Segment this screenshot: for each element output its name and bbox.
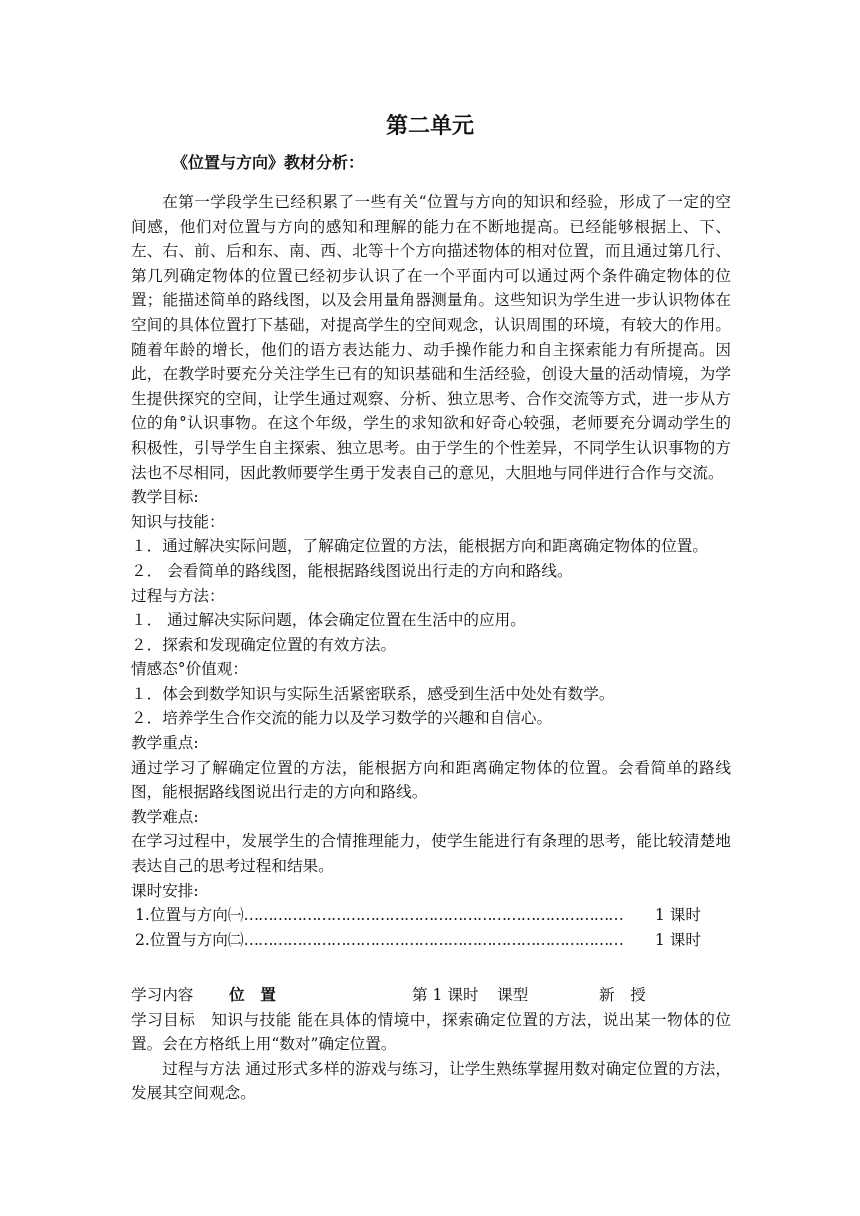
schedule-item-leader: …………………………………………………………………… xyxy=(243,930,623,949)
type-value: 新 授 xyxy=(599,986,646,1004)
period-label: 第 1 课时 xyxy=(412,986,479,1004)
attitude-item: １．体会到数学知识与实际生活紧密联系，感受到生活中处处有数学。 xyxy=(131,684,615,703)
knowledge-item: １．通过解决实际问题，了解确定位置的方法，能根据方向和距离确定物体的位置。 xyxy=(131,537,708,556)
attitude-item: ２．培养学生合作交流的能力以及学习数学的兴趣和自信心。 xyxy=(131,709,553,728)
objective-text: 知识与技能 能在具体的情境中，探索确定位置的方法，说出某一物体的位置。会在方格纸上用“数对”确定位置。 xyxy=(131,1010,731,1054)
objective-paragraph xyxy=(131,1008,731,1057)
goals-heading: 教学目标: xyxy=(131,488,199,507)
difficulties-text: 在学习过程中，发展学生的合情推理能力，使学生能进行有条理的思考，能比较清楚地表达自己的思考过程和结果。 xyxy=(131,832,731,876)
unit-title: 第二单元 xyxy=(385,114,474,139)
schedule-item xyxy=(135,928,701,953)
knowledge-item: ２． 会看简单的路线图，能根据路线图说出行走的方向和路线。 xyxy=(131,561,573,580)
document-body xyxy=(131,190,731,952)
process-item: １． 通过解决实际问题，体会确定位置在生活中的应用。 xyxy=(131,611,526,630)
content-label: 学习内容 xyxy=(131,986,194,1004)
lesson-header-row xyxy=(131,983,731,1008)
key-points-heading: 教学重点: xyxy=(131,734,199,753)
process-item: ２．探索和发现确定位置的有效方法。 xyxy=(131,635,397,654)
analysis-paragraph: 在第一学段学生已经积累了一些有关“位置与方向的知识和经验，形成了一定的空间感，他们对位置与方向的感知和理解的能力在不断地提高。已经能够根据上、下、左、右、前、后和东、南、西、北等十个方向描述物体的相对位置，而且通过第几行、第几列确定物体的位置已经初步认识了在一个平面内可以通过两个条件确定物体的位置；能描述简单的路线图，以及会用量角器测量角。这些知识为学生进一步认识物体在空间的具体位置打下基础，对提高学生的空间观念，认识周围的环境，有较大的作用。随着年龄的增长，他们的语方表达能力、动手操作能力和自主探索能力有所提高。因此，在教学时要充分关注学生已有的知识基础和生活经验，创设大量的活动情境，为学生提供探究的空间，让学生通过观察、分析、独立思考、合作交流等方式，进一步从方位的角°认识事物。在这个年级，学生的求知欲和好奇心较强，老师要充分调动学生的积极性，引导学生自主探索、独立思考。由于学生的个性差异，不同学生认识事物的方法也不尽相同，因此教师要学生勇于发表自己的意见，大胆地与同伴进行合作与交流。 xyxy=(131,193,731,482)
schedule-heading: 课时安排: xyxy=(131,881,199,900)
schedule-item-name: 1.位置与方向㈠ xyxy=(135,906,244,925)
schedule-item-leader: …………………………………………………………………… xyxy=(243,906,623,925)
schedule-item xyxy=(135,903,701,928)
process-heading: 过程与方法： xyxy=(131,586,225,605)
schedule-item-duration: 1 课时 xyxy=(654,930,701,949)
content-value: 位 置 xyxy=(229,986,276,1004)
knowledge-heading: 知识与技能： xyxy=(131,512,225,531)
lesson-plan xyxy=(131,983,731,1106)
attitude-heading: 情感态°价值观： xyxy=(131,660,248,679)
schedule-item-duration: 1 课时 xyxy=(654,906,701,925)
difficulties-heading: 教学难点: xyxy=(131,807,199,826)
type-label: 课型 xyxy=(497,986,529,1004)
analysis-subtitle: 《位置与方向》教材分析： xyxy=(172,153,365,172)
objective-label: 学习目标 xyxy=(131,1010,196,1029)
process-paragraph: 过程与方法 通过形式多样的游戏与练习，让学生熟练掌握用数对确定位置的方法，发展其空间观念。 xyxy=(131,1059,731,1103)
schedule-item-name: 2.位置与方向㈡ xyxy=(135,930,244,949)
key-points-text: 通过学习了解确定位置的方法，能根据方向和距离确定物体的位置。会看简单的路线图，能根据路线图说出行走的方向和路线。 xyxy=(131,758,731,802)
